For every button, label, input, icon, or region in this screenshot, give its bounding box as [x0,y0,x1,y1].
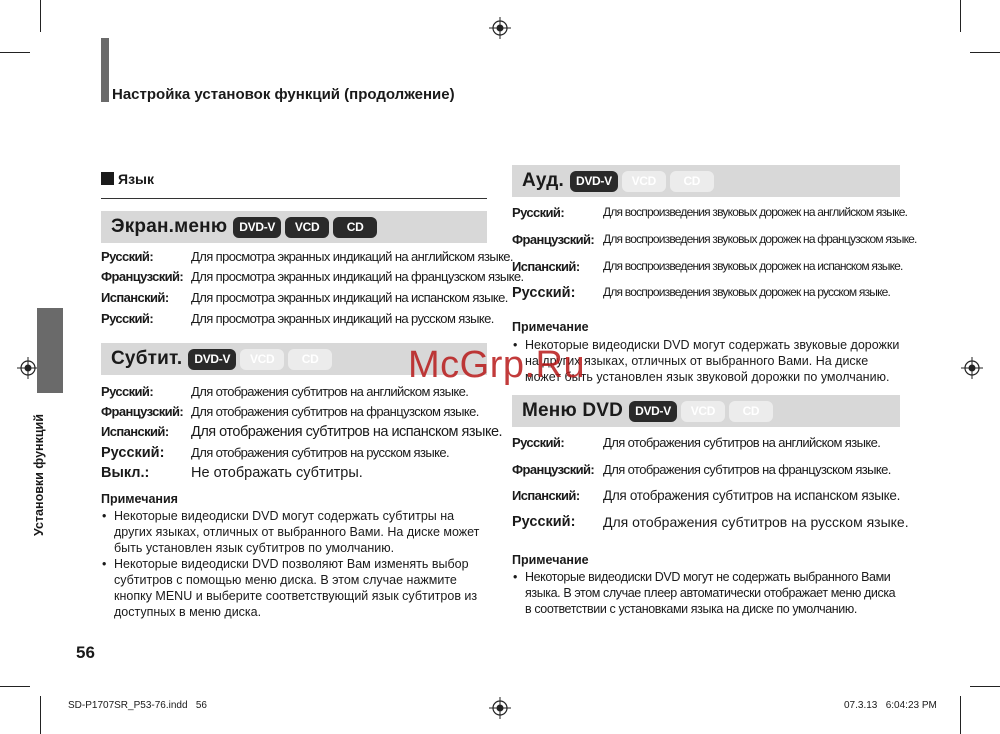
row-value: Не отображать субтитры. [191,465,363,481]
section-title-text: Язык [118,171,154,187]
footer-file-info: SD-P1707SR_P53-76.indd 56 [68,700,207,711]
dvd-badge: DVD-V [188,349,236,370]
page-number: 56 [76,643,95,662]
subtitle-note: • Некоторые видеодиски DVD позволяют Вам изменять выбор субтитров с помощью меню диска. В этом случае нажмите кнопку MENU и выберите соответствующий язык субтитров из доступных в меню диска. [102,556,482,620]
row-key: Испанский: [512,259,580,274]
row-key: Русский: [101,249,154,264]
row-key: Русский: [101,445,165,461]
row-value: Для отображения субтитров на английском языке. [603,435,881,450]
crop-mark [0,52,30,53]
section-title [101,171,154,187]
row-value: Для отображения субтитров на французском языке. [603,462,891,477]
cd-badge: CD [333,217,377,238]
row-key: Французский: [101,404,184,419]
header-accent-bar [101,38,109,102]
row-value: Для просмотра экранных индикаций на испанском языке. [191,290,508,305]
row-value: Для отображения субтитров на французском языке. [191,404,479,419]
row-value: Для отображения субтитров на испанском языке. [603,488,901,503]
vcd-badge: VCD [285,217,329,238]
row-value: Для воспроизведения звуковых дорожек на русском языке. [603,285,891,299]
vcd-badge: VCD [622,171,666,192]
crop-mark [960,696,961,734]
row-key: Русский: [101,311,154,326]
subtitle-note: • Некоторые видеодиски DVD могут содержать субтитры на других языках, отличных от выбранного Вами. На диске может быть установлен язык субтитров по умолчанию. [102,508,482,556]
row-value: Для просмотра экранных индикаций на английском языке. [191,249,513,264]
vcd-badge: VCD [240,349,284,370]
row-key: Русский: [512,514,576,530]
crop-mark [40,0,41,32]
row-key: Русский: [512,285,576,301]
row-value: Для отображения субтитров на русском языке. [191,445,449,460]
row-key: Французский: [512,232,595,247]
crop-mark [0,686,30,687]
registration-mark-icon [961,357,983,379]
audio-title: Ауд. [522,170,564,191]
screen-menu-heading-bar [101,211,487,243]
crop-mark [970,686,1000,687]
dvd-badge: DVD-V [570,171,618,192]
row-key: Испанский: [101,424,169,439]
row-key: Французский: [512,462,595,477]
registration-mark-icon [489,17,511,39]
section-divider [101,198,487,199]
row-value: Для отображения субтитров на русском языке. [603,514,909,530]
cd-badge: CD [288,349,332,370]
square-bullet-icon [101,172,114,185]
row-value: Для просмотра экранных индикаций на русском языке. [191,311,494,326]
row-value: Для отображения субтитров на английском языке. [191,384,469,399]
cd-badge: CD [670,171,714,192]
row-key: Испанский: [512,488,580,503]
dvd-badge: DVD-V [233,217,281,238]
crop-mark [970,52,1000,53]
footer-timestamp: 07.3.13 6:04:23 PM [844,700,937,711]
row-key: Русский: [512,205,565,220]
dvd-menu-title: Меню DVD [522,400,624,421]
row-key: Испанский: [101,290,169,305]
row-value: Для просмотра экранных индикаций на французском языке. [191,269,524,284]
row-value: Для воспроизведения звуковых дорожек на испанском языке. [603,259,903,273]
vcd-badge: VCD [681,401,725,422]
row-key: Русский: [512,435,565,450]
audio-note-heading: Примечание [512,320,589,334]
row-value: Для отображения субтитров на испанском языке. [191,424,503,440]
dvd-menu-note: • Некоторые видеодиски DVD могут не содержать выбранного Вами языка. В этом случае плеер автоматически отображает меню диска в соответствии с установками языка на диске по умолчанию. [513,569,901,617]
row-value: Для воспроизведения звуковых дорожек на французском языке. [603,232,917,246]
subtitle-title: Субтит. [111,348,183,369]
row-key: Выкл.: [101,465,150,481]
registration-mark-icon [17,357,39,379]
row-value: Для воспроизведения звуковых дорожек на английском языке. [603,205,908,219]
dvd-badge: DVD-V [629,401,677,422]
subtitle-notes-heading: Примечания [101,492,178,506]
audio-note: • Некоторые видеодиски DVD могут содержать звуковые дорожки на других языках, отличных от выбранного Вами. На диске может быть установлен язык звуковой дорожки по умолчанию. [513,337,901,385]
row-key: Французский: [101,269,184,284]
audio-heading-bar [512,165,900,197]
crop-mark [960,0,961,32]
crop-mark [40,696,41,734]
cd-badge: CD [729,401,773,422]
screen-menu-title: Экран.меню [111,216,228,237]
dvd-menu-heading-bar [512,395,900,427]
registration-mark-icon [489,697,511,719]
row-key: Русский: [101,384,154,399]
side-tab-marker [37,308,63,393]
side-tab-label: Установки функций [32,414,46,536]
watermark: McGrp.Ru [408,344,586,386]
page-title: Настройка установок функций (продолжение) [112,86,455,103]
dvd-menu-note-heading: Примечание [512,553,589,567]
